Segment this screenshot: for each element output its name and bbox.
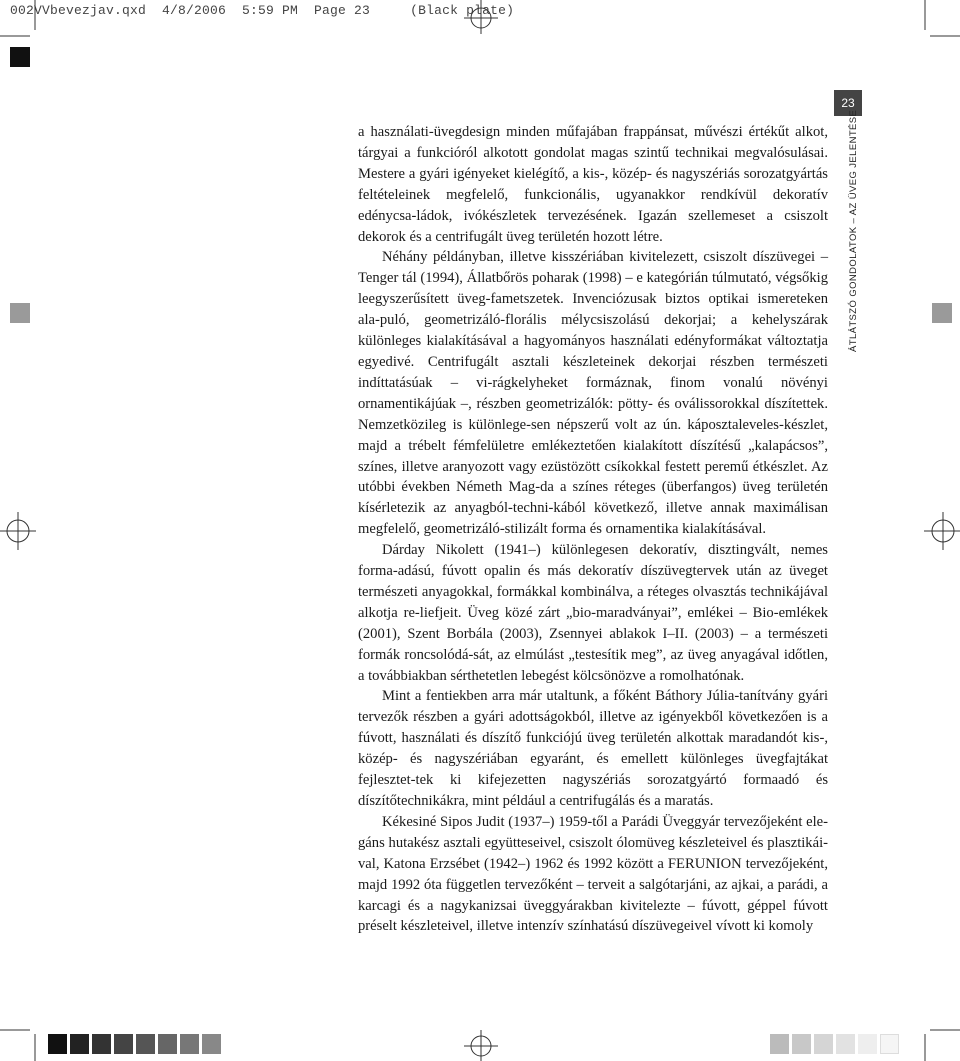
- paragraph: Néhány példányban, illetve kisszériában kivitelezett, csiszolt díszüvegei – Tenger tál (1994), Állatbőrös poharak (1998) – e kategórián túlmutató, végsőkig leegyszerűsített üveg-fametszetek. Invenciózusak biztos optikai ismereteken ala-puló, geometrizáló-florális mélycsiszolású dekorjai; a kehelyszárak különleges kialakításával a hagyományos használati edényformákat változtatja egyedivé. Centrifugált asztali készleteinek dekorjai részben természeti indíttatásúak – vi-rágkelyheket formáznak, finom vonalú növényi ornamentikájúak –, részben geometrizálók: pötty- és oválissorokkal díszítettek. Nemzetközileg is különlege-sen népszerű volt az ún. káposztaleveles-készlet, majd a trébelt fémfelületre emlékeztetően kialakított díszítésű „kalapácsos”, színes, illetve aranyozott vagy ezüstözött csíkokkal festett peremű étkészlet. Az utóbbi években Németh Mag-da a színes réteges (überfangos) üveg területén kísérletezik az anyagból-techni-kából következő, illetve annak maximálisan megfelelő, geometrizáló-stilizált forma és ornamentika kialakításával.: [358, 249, 828, 538]
- paragraph: Dárday Nikolett (1941–) különlegesen dekoratív, disztingvált, nemes forma-adású, fúvott opalin és más dekoratív díszüvegtervek után az üveget természeti anyagokkal, formákkal kombinálva, a réteges olvasztás technikájával alkotja re-liefjeit. Üveg közé zárt „bio-maradványai”, emlékei – Bio-emlékek (2001), Szent Borbála (2003), Zsennyei ablakok I–II. (2003) – a természeti formák roncsolódá-sát, az elmúlást „testesítik meg”, az üveg anyagával időtlen, a továbbiakban sérthetetlen lebegést kölcsönözve a romolhatónak.: [358, 542, 828, 684]
- registration-mark-top: [464, 0, 498, 34]
- paragraph: a használati-üvegdesign minden műfajában frappánsat, művészi értékűt alkot, tárgyai a funkcióról alkotott gondolat magas szintű technikai megvalósulásai. Mestere a gyári igényeket kielégítő, a kis-, közép- és nagyszériás sorozatgyártás feltételeinek megfelelő, funkcionális, ugyanakkor rendkívül dekoratív edénycsa-ládok, ivókészletek tervezésének. Igazán szellemeset a csiszolt dekorok és a centrifugált üveg területén hozott létre.: [358, 124, 828, 245]
- crop-mark-bottom-left: [0, 1030, 35, 1061]
- print-slug: 002VVbevezjav.qxd 4/8/2006 5:59 PM Page 23 (Black plate): [10, 3, 515, 18]
- registration-mark-right: [924, 512, 960, 550]
- crop-mark-bottom-right: [925, 1030, 960, 1061]
- gray-patch: [92, 1034, 111, 1054]
- gray-patch: [814, 1034, 833, 1054]
- registration-mark-bottom: [464, 1030, 498, 1061]
- gray-patch: [836, 1034, 855, 1054]
- gray-patch: [48, 1034, 67, 1054]
- registration-gray-square-right: [932, 303, 952, 323]
- crop-mark-top-right: [925, 0, 960, 36]
- gray-patch: [158, 1034, 177, 1054]
- gray-patch: [136, 1034, 155, 1054]
- registration-black-square: [10, 47, 30, 67]
- gray-patch: [180, 1034, 199, 1054]
- body-text: [358, 122, 828, 937]
- paragraph: Kékesiné Sipos Judit (1937–) 1959-től a Parádi Üveggyár tervezőjeként ele-gáns hutakész asztali együtteseivel, csiszolt ólomüveg készleteivel és plasztikái-val, Katona Erzsébet (1942–) 1962 és 1992 között a FERUNION tervezőjeként, majd 1992 óta független tervezőként – terveit a salgótarjáni, az ajkai, a parádi, a karcagi és a nagykanizsai üveggyárakban kivitelezte – fúvott, géppel fúvott préselt készleteivel, illetve intenzív színhatású díszüvegeivel vívott ki komoly: [358, 813, 828, 935]
- gray-patch: [880, 1034, 899, 1054]
- gray-patch: [792, 1034, 811, 1054]
- registration-mark-left: [0, 512, 36, 550]
- running-head: ÁTLÁTSZÓ GONDOLATOK – AZ ÜVEG JELENTÉSE: [848, 109, 859, 352]
- gray-patch: [70, 1034, 89, 1054]
- paragraph: Mint a fentiekben arra már utaltunk, a főként Báthory Júlia-tanítvány gyári tervezők részben a gyári adottságokból, illetve az igényekből következően is a fúvott, használati és díszítő funkciójú üveg területén alkottak maradandót kis-, közép- és nagyszériában egyaránt, és emellett különleges üvegfajtákat fejlesztet-tek ki kifejezetten nagyszériás sorozatgyártó formaadó és díszítőtechnikákra, mint például a centrifugálás és a maratás.: [358, 688, 828, 809]
- registration-gray-square-left: [10, 303, 30, 323]
- gray-patch: [858, 1034, 877, 1054]
- gray-patch: [202, 1034, 221, 1054]
- gray-patch: [770, 1034, 789, 1054]
- gray-patch: [114, 1034, 133, 1054]
- crop-mark-top-left: [0, 0, 35, 36]
- page-number: 23: [834, 90, 862, 116]
